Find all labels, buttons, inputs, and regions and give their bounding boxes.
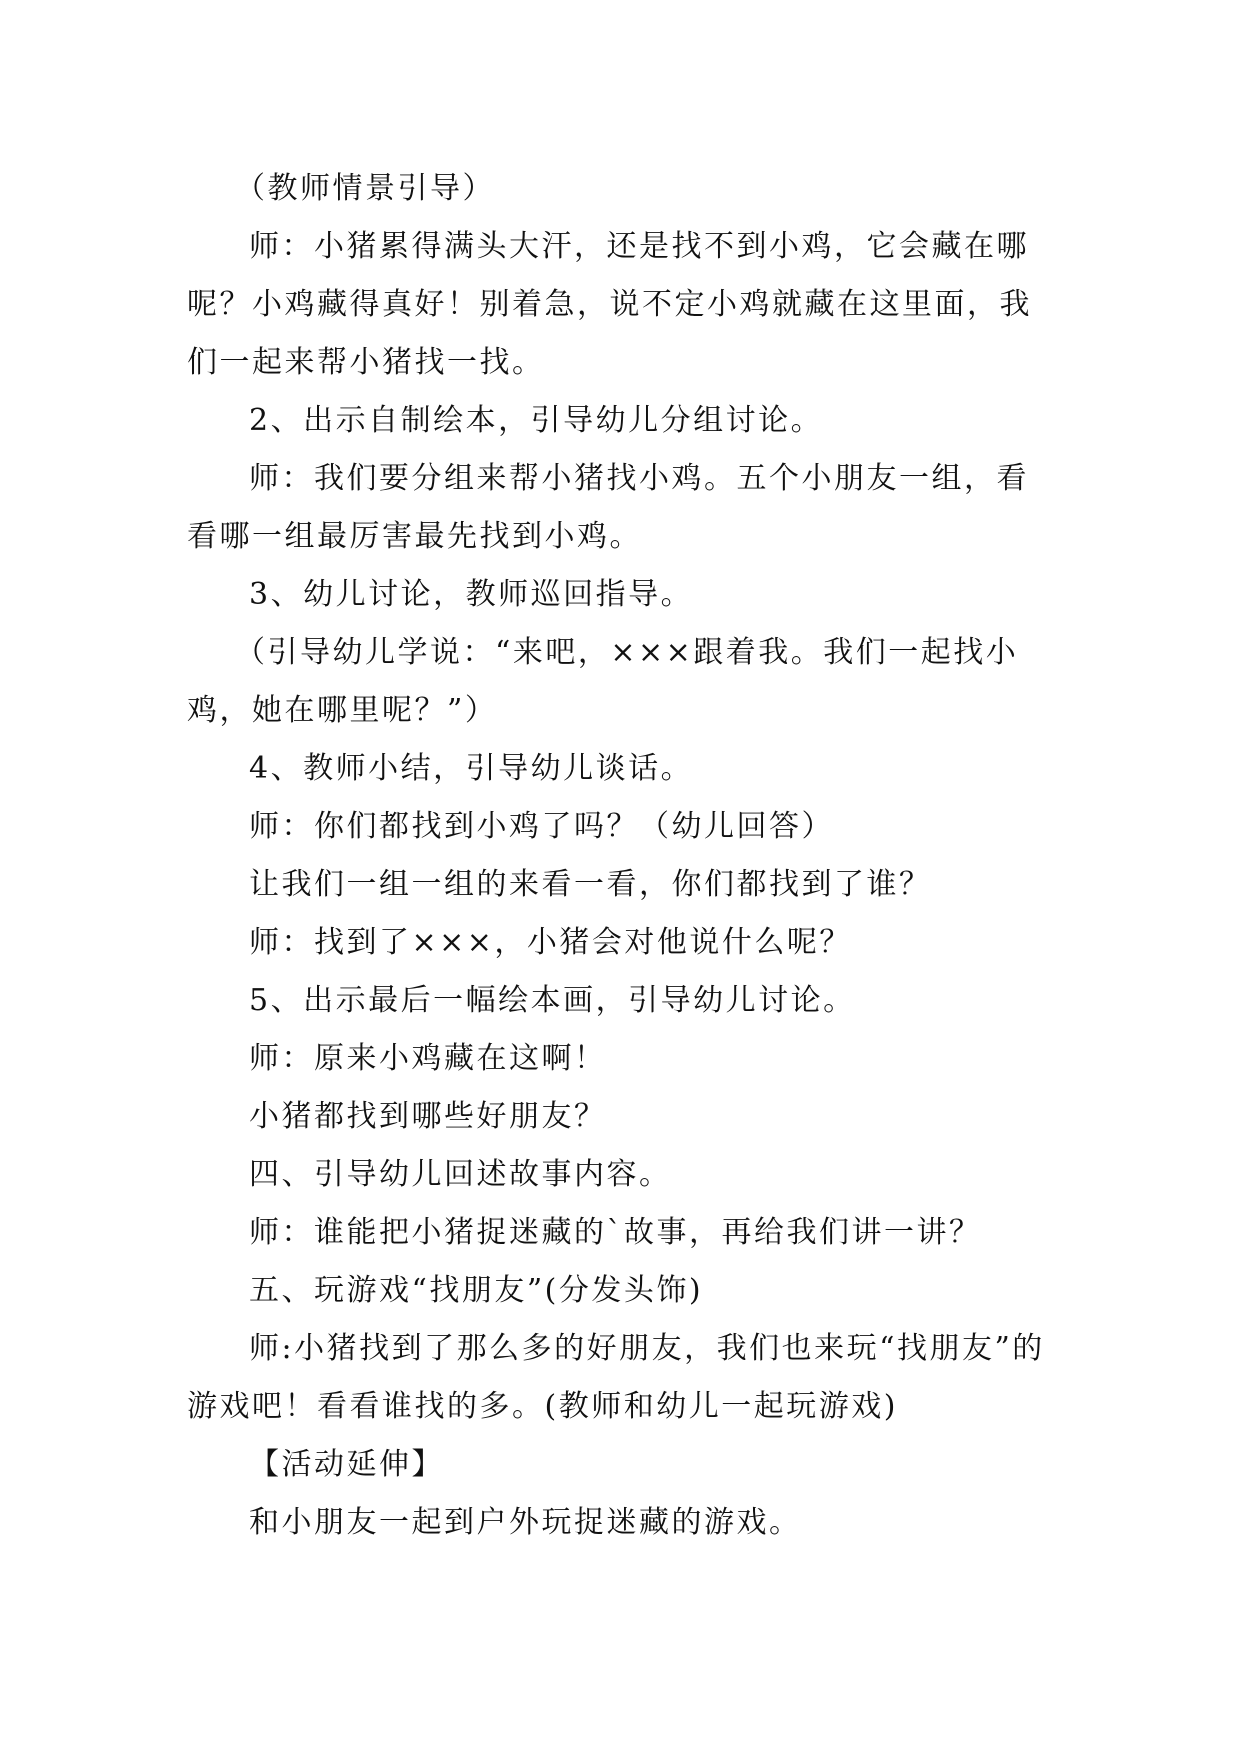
document-body [187,160,1057,1552]
paragraph: 小猪都找到哪些好朋友？ [249,1099,607,1134]
paragraph: （教师情景引导） [235,171,495,206]
paragraph: 师：原来小鸡藏在这啊！ [249,1041,607,1076]
paragraph: 让我们一组一组的来看一看，你们都找到了谁？ [249,867,932,902]
paragraph: 师：谁能把小猪捉迷藏的`故事，再给我们讲一讲？ [249,1215,982,1250]
paragraph: 师：找到了×××，小猪会对他说什么呢？ [249,925,852,960]
paragraph: 2、出示自制绘本，引导幼儿分组讨论。 [249,403,824,438]
paragraph: 4、教师小结，引导幼儿谈话。 [249,751,694,786]
paragraph: 师:小猪找到了那么多的好朋友，我们也来玩“找朋友”的游戏吧！看看谁找的多。(教师和幼儿一起玩游戏) [187,1331,1045,1424]
paragraph: 和小朋友一起到户外玩捉迷藏的游戏。 [249,1505,802,1540]
paragraph: 【活动延伸】 [249,1447,444,1482]
paragraph: 师：我们要分组来帮小猪找小鸡。五个小朋友一组，看看哪一组最厉害最先找到小鸡。 [187,461,1029,554]
paragraph: 师：你们都找到小鸡了吗？（幼儿回答） [249,809,834,844]
paragraph: （引导幼儿学说：“来吧，×××跟着我。我们一起找小鸡，她在哪里呢？”） [187,635,1019,728]
paragraph: 师：小猪累得满头大汗，还是找不到小鸡，它会藏在哪呢？小鸡藏得真好！别着急，说不定小鸡就藏在这里面，我们一起来帮小猪找一找。 [187,229,1032,380]
paragraph: 5、出示最后一幅绘本画，引导幼儿讨论。 [249,983,856,1018]
paragraph: 四、引导幼儿回述故事内容。 [249,1157,672,1192]
paragraph: 五、玩游戏“找朋友”(分发头饰) [249,1273,704,1308]
paragraph: 3、幼儿讨论，教师巡回指导。 [249,577,694,612]
